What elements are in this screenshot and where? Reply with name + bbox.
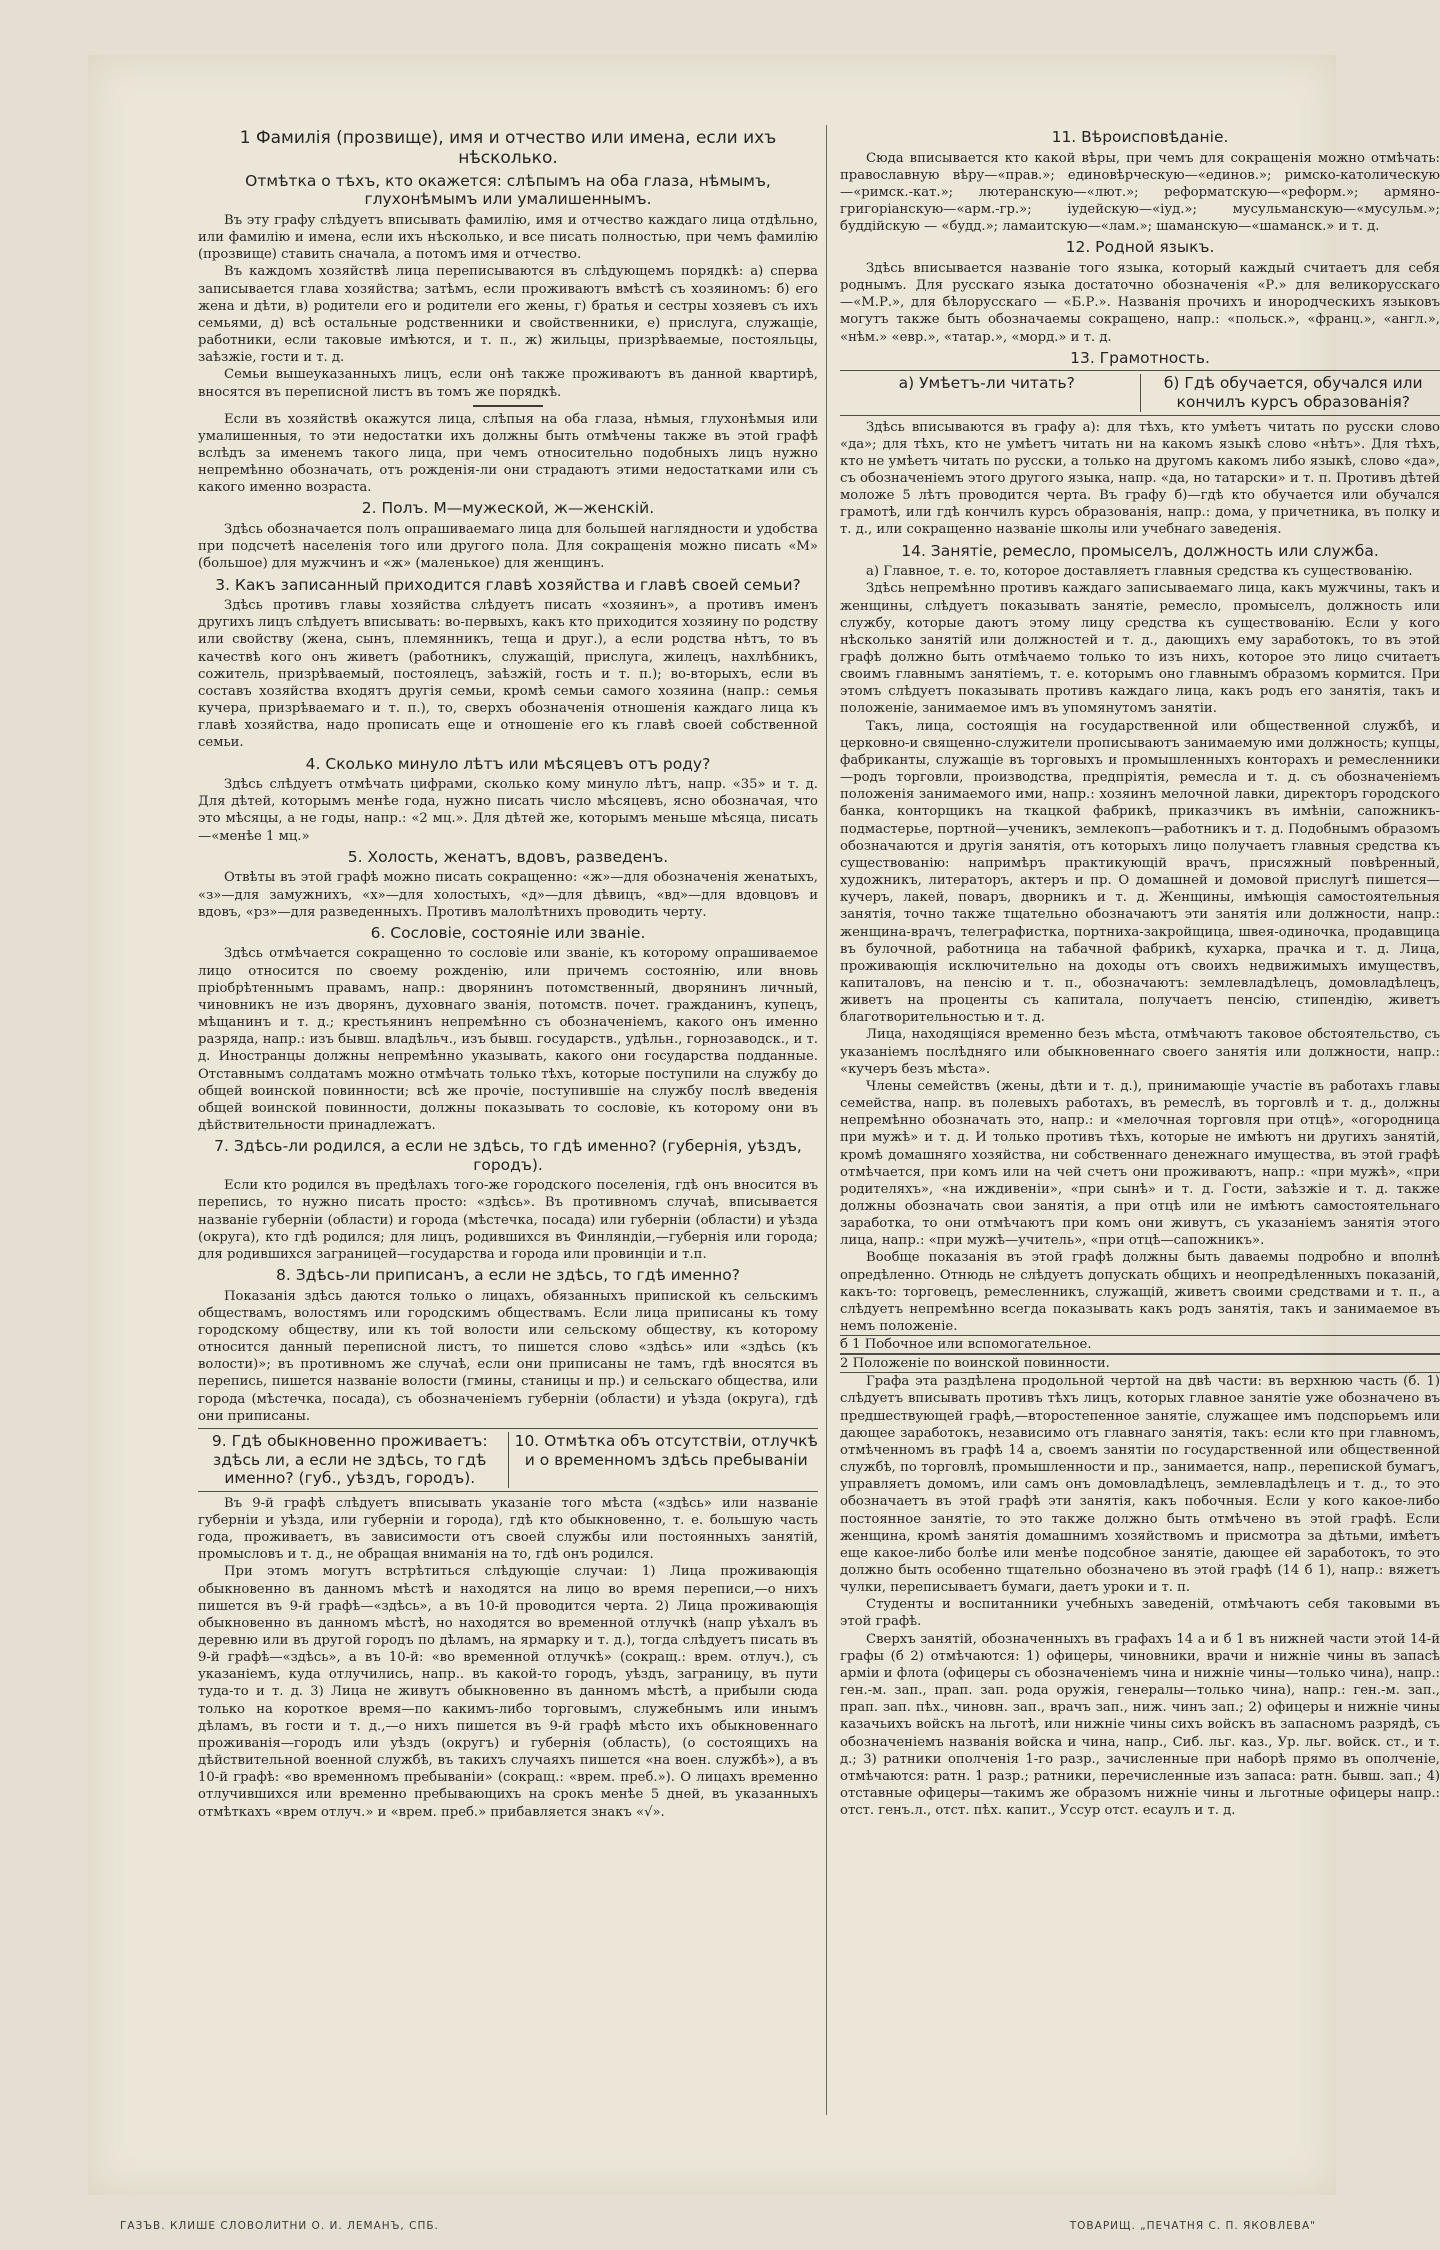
left-column	[198, 125, 818, 2145]
paragraph: Въ 9-й графѣ слѣдуетъ вписывать указаніе того мѣста («здѣсь» или названіе губерніи и уѣзда, или губерніи и города), гдѣ кто обыкновенно, т. е. большую часть года, проживаетъ, въ зависимости отъ своей службы или постоянныхъ занятій, промысловъ и т. д., не обращая вниманія на то, гдѣ онъ родился.	[198, 1495, 818, 1563]
paragraph: Отвѣты въ этой графѣ можно писать сокращенно: «ж»—для обозначенія женатыхъ, «з»—для замужнихъ, «х»—для холостыхъ, «д»—для дѣвицъ, «вд»—для вдовцовъ и вдовъ, «рз»—для разведенныхъ. Противъ малолѣтнихъ проводить черту.	[198, 870, 818, 920]
paragraph: Здѣсь вписываются въ графу а): для тѣхъ, кто умѣетъ читать по русски слово «да»; для тѣхъ, кто не умѣетъ читать ни на какомъ языкѣ слово «нѣтъ». Для тѣхъ, кто не умѣетъ читать по русски, а только на другомъ какомъ либо языкѣ, слово «да», съ обозначеніемъ этого другого языка, напр. «да, но татарски» и т. п. Противъ дѣтей моложе 5 лѣтъ проводится черта. Въ графу б)—гдѣ кто обучается или обучался грамотѣ, или гдѣ кончилъ курсъ образованія, напр.: дома, у причетника, въ полку и т. д., или сокращенно названіе школы или учебнаго заведенія.	[840, 419, 1440, 538]
section-8-heading: 8. Здѣсь-ли приписанъ, а если не здѣсь, то гдѣ именно?	[276, 1266, 740, 1285]
paragraph: Вообще показанія въ этой графѣ должны быть даваемы подробно и вполнѣ опредѣленно. Отнюдь не слѣдуетъ допускать общихъ и неопредѣленныхъ показаній, какъ-то: торговецъ, ремесленникъ, служащій, живетъ своими средствами и т. п., а слѣдуетъ непремѣнно всегда показывать какъ родъ занятія, такъ и занимаемое въ немъ положеніе.	[840, 1250, 1440, 1335]
section-2-heading: 2. Полъ. М—мужеской, ж—женскій.	[361, 499, 655, 518]
paragraph: Здѣсь противъ главы хозяйства слѣдуетъ писать «хозяинъ», а противъ именъ другихъ лицъ слѣдуетъ вписывать: во-первыхъ, какъ кто приходится хозяину по родству или свойству (жена, сынъ, племянникъ, теща и друг.), а если родства нѣтъ, то въ качествѣ кого онъ живетъ (работникъ, служащій, прислуга, жилецъ, нахлѣбникъ, сожитель, призрѣваемый, постоялецъ, заѣзжій, гость и т. п.); во-вторыхъ, если въ составъ хозяйства входятъ другія семьи, кромѣ семьи самого хозяина (напр.: семья кучера, призрѣваемаго и т. п.), то, сверхъ обозначенія отношенія каждаго лица къ главѣ хозяйства, надо прописать еще и отношеніе его къ главѣ своей собственной семьи.	[198, 598, 818, 751]
section-9-10-header	[198, 1428, 818, 1492]
section-13-heading: 13. Грамотность.	[1070, 348, 1210, 367]
paragraph: Если кто родился въ предѣлахъ того-же городского поселенія, гдѣ онъ вносится въ перепись, то нужно писать просто: «здѣсь». Въ противномъ случаѣ, вписывается названіе губерніи (области) и города (мѣстечка, посада) или губерніи (области) и уѣзда (округа), кто гдѣ родился; для лицъ, родившихся въ Финляндіи,—губернія или города; для родившихся заграницей—государства и города или провинціи и т.п.	[198, 1178, 818, 1262]
section-12-heading: 12. Родной языкъ.	[1065, 238, 1215, 257]
section-6-heading: 6. Сословіе, состояніе или званіе.	[370, 923, 646, 942]
paragraph: Въ эту графу слѣдуетъ вписывать фамилію, имя и отчество каждаго лица отдѣльно, или фамилію и имена, если ихъ нѣсколько, и все писать полностью, при чемъ фамилію (прозвище) ставить сначала, а потомъ имя и отчество.	[198, 212, 818, 263]
paragraph: Если въ хозяйствѣ окажутся лица, слѣпыя на оба глаза, нѣмыя, глухонѣмыя или умалишенныя, то эти недостатки ихъ должны быть отмѣчены также въ этой графѣ вслѣдъ за именемъ такого лица, при чемъ относительно подобныхъ лицъ нужно непремѣнно обозначать, отъ рожденія-ли они страдаютъ этими недостатками или съ какого именно возраста.	[198, 411, 818, 496]
paragraph: Показанія здѣсь даются только о лицахъ, обязанныхъ припиской къ сельскимъ обществамъ, волостямъ или городскимъ обществамъ. Если лица приписаны къ тому городскому обществу, или къ той волости или сельскому обществу, къ которому относится данный переписной листъ, то пишется слово «здѣсь» или «здѣсь (къ волости)»; въ противномъ же случаѣ, если они приписаны не тамъ, гдѣ вносятся въ перепись, пишется названіе волости (гмины, станицы и пр.) и сельскаго общества, или города (мѣстечка, посада), съ обозначеніемъ губерніи (области) и уѣзда (округа), гдѣ они приписаны.	[198, 1288, 818, 1424]
paragraph: Здѣсь непремѣнно противъ каждаго записываемаго лица, какъ мужчины, такъ и женщины, слѣдуетъ показывать занятіе, ремесло, промыселъ, должность или службу, которые даютъ этому лицу средства къ существованію. Если у кого нѣсколько занятій или должностей и т. д., дающихъ ему заработокъ, то въ этой графѣ должно быть отмѣчаемо только то изъ нихъ, которое это лицо считаетъ своимъ главнымъ занятіемъ, т. е. которымъ оно главнымъ образомъ кормится. При этомъ слѣдуетъ показывать противъ каждаго лица, какъ родъ его занятія, такъ и положеніе, занимаемое имъ въ упомянутомъ занятіи.	[840, 581, 1440, 717]
section-13-subheader	[840, 370, 1440, 415]
section-10-heading: 10. Отмѣтка объ отсутствіи, отлучкѣ и о временномъ здѣсь пребываніи	[514, 1431, 818, 1469]
census-instruction-sheet	[88, 55, 1440, 2195]
paragraph: Лица, находящіяся временно безъ мѣста, отмѣчаютъ таковое обстоятельство, съ указаніемъ послѣдняго или обыкновеннаго своего занятія или должности, напр.: «кучеръ безъ мѣста».	[840, 1027, 1440, 1077]
paragraph: Графа эта раздѣлена продольной чертой на двѣ части: въ верхнюю часть (б. 1) слѣдуетъ вписывать противъ тѣхъ лицъ, которых главное занятіе уже обозначено въ предшествующей графѣ,—второстепенное занятіе, служащее имъ подспорьемъ или дающее заработокъ, независимо отъ главнаго занятія, такъ: если кто при главномъ, отмѣченномъ въ графѣ 14 а, своемъ занятіи по государственной или общественной службѣ, по торговлѣ, промышленности и пр., занимается, напр., перепиской бумагъ, управляетъ домомъ, или самъ онъ домовладѣлецъ, землевладѣлецъ и т. д., то это обозначаетъ въ этой графѣ эти занятія, какъ побочныя. Если у кого какое-либо постоянное занятіе, то это также должно быть отмѣчено въ этой графѣ. Если женщина, кромѣ занятія домашнимъ хозяйствомъ и присмотра за дѣтьми, имѣетъ еще какое-либо болѣе или менѣе подсобное занятіе, дающее ей заработокъ, то это должно быть особенно тщательно обозначено въ этой графѣ (14 б 1), напр.: вяжетъ чулки, переписываетъ бумаги, даетъ уроки и т. п.	[840, 1374, 1440, 1596]
section-14-heading: 14. Занятіе, ремесло, промыселъ, должность или служба.	[901, 541, 1379, 560]
section-5-heading: 5. Холость, женатъ, вдовъ, разведенъ.	[347, 847, 669, 866]
paragraph: а) Главное, т. е. то, которое доставляетъ главныя средства къ существованію.	[866, 564, 1413, 580]
paragraph: Такъ, лица, состоящія на государственной или общественной службѣ, и церковно-и священно-служители прописываютъ занимаемую ими должность; купцы, фабриканты, служащіе въ торговыхъ и промышленныхъ конторахъ и ремесленники—родъ торговли, производства, предпріятія, ремесла и т. д. съ обозначеніемъ положенія занимаемого ими, напр.: хозяинъ мелочной лавки, директоръ городского банка, конторщикъ на ткацкой фабрикѣ, приказчикъ въ имѣніи, сапожникъ-подмастерье, портной—ученикъ, землекопъ—работникъ и т. д. Подобнымъ образомъ обозначаются и другія занятія, отъ которыхъ лицо получаетъ главныя средства къ существованію: напримѣръ практикующій врачъ, присяжный повѣренный, художникъ, литераторъ, актеръ и пр. О домашней и домовой прислугѣ пишется—кучеръ, лакей, поваръ, дворникъ и т. д. Женщины, имѣющія самостоятельныя занятія, точно также тщательно обозначаютъ эти занятія или должности, напр.: женщина-врачъ, телеграфистка, портниха-закройщица, швея-одиночка, продавщица въ булочной, работница на табачной фабрикѣ, кухарка, прачка и т. д. Лица, проживающія исключительно на доходы отъ своихъ недвижимыхъ имуществъ, капиталовъ, на пенсію и т. п., обозначаютъ: землевладѣлецъ, домовладѣлецъ, живетъ на проценты съ капитала, получаетъ пенсію, стипендію, живетъ благотворительностью и т. д.	[840, 718, 1440, 1026]
section-14b2-label: 2 Положеніе по воинской повинности.	[840, 1354, 1440, 1373]
paragraph: Сюда вписывается кто какой вѣры, при чемъ для сокращенія можно отмѣчать: православную вѣру—«прав.»; единовѣрческую—«единов.»; римско-католическую—«римск.-кат.»; лютеранскую—«лют.»; реформатскую—«реформ.»; армяно-григоріанскую—«арм.-гр.»; іудейскую—«іуд.»; мусульманскую—«мусульм.»; буддійскую — «будд.»; ламаитскую—«лам.»; шаманскую—«шаманск.» и т. д.	[840, 150, 1440, 235]
section-14b1-label: б 1 Побочное или вспомогательное.	[840, 1335, 1440, 1354]
paragraph: Члены семействъ (жены, дѣти и т. д.), принимающіе участіе въ работахъ главы семейства, напр. въ полевыхъ работахъ, въ ремеслѣ, въ торговлѣ и т. д., должны непремѣнно обозначать это, напр.: и «мелочная торговля при отцѣ», «огородница при мужѣ» и т. д. И только противъ тѣхъ, которые не имѣютъ ни другихъ занятій, кромѣ домашняго хозяйства, ни собственнаго денежнаго имущества, въ этой графѣ отмѣчается, при комъ или на чей счетъ они проживаютъ, напр.: «при мужѣ», «при родителяхъ», «на иждивеніи», «при сынѣ» и т. д. Гости, заѣзжіе и т. д. также должны обозначать свои занятія, а при отцѣ или не имѣютъ самостоятельнаго заработка, то они отмѣчаютъ при комъ они живутъ, съ указаніемъ занятія этого лица, напр.: «при мужѣ—учитель», «при отцѣ—сапожникъ».	[840, 1078, 1440, 1249]
section-1-subheading: Отмѣтка о тѣхъ, кто окажется: слѣпымъ на оба глаза, нѣмымъ, глухонѣмымъ или умалишеннымъ.	[245, 171, 771, 209]
section-7-heading: 7. Здѣсь-ли родился, а если не здѣсь, то гдѣ именно? (губернія, уѣздъ, городъ).	[214, 1137, 802, 1174]
paragraph: Въ каждомъ хозяйствѣ лица переписываются въ слѣдующемъ порядкѣ: а) сперва записывается глава хозяйства; затѣмъ, если проживаютъ вмѣстѣ съ хозяиномъ: б) его жена и дѣти, в) родители его и родители его жены, г) братья и сестры хозяевъ съ ихъ семьями, д) всѣ остальные родственники и свойственники, е) прислуга, служащіе, работники, если таковые имѣются, и т. п., ж) жильцы, призрѣваемые, постояльцы, заѣзжіе, гости и т. д.	[198, 264, 818, 366]
section-9-heading: 9. Гдѣ обыкновенно проживаетъ: здѣсь ли, а если не здѣсь, то гдѣ именно? (губ., уѣздъ, городъ).	[198, 1432, 509, 1488]
section-4-heading: 4. Сколько минуло лѣтъ или мѣсяцевъ отъ роду?	[305, 754, 711, 773]
column-divider	[826, 125, 827, 2115]
paragraph: Здѣсь обозначается полъ опрашиваемаго лица для большей наглядности и удобства при подсчетѣ населенія того или другого пола. Для сокращенія можно писать «М» (большое) для мужчинъ и «ж» (маленькое) для женщинъ.	[198, 522, 818, 572]
section-11-heading: 11. Вѣроисповѣданіе.	[1051, 128, 1229, 146]
section-13a-heading: а) Умѣетъ-ли читать?	[840, 374, 1141, 411]
section-1-heading: 1 Фамилія (прозвище), имя и отчество или имена, если ихъ нѣсколько.	[239, 128, 777, 169]
section-3-heading: 3. Какъ записанный приходится главѣ хозяйства и главѣ своей семьи?	[215, 575, 801, 594]
printer-credit-left: ГАЗЪВ. КЛИШЕ СЛОВОЛИТНИ О. И. ЛЕМАНЪ, СПБ.	[120, 2220, 439, 2232]
paragraph: Здѣсь отмѣчается сокращенно то сословіе или званіе, къ которому опрашиваемое лицо относится по своему рожденію, или причемъ состоянію, или вновь пріобрѣтеннымъ правамъ, напр.: дворянинъ потомственный, дворянинъ личный, чиновникъ не изъ дворянъ, духовнаго званія, потомств. почет. гражданинъ, купецъ, мѣщанинъ и т. д.; крестьянинъ непремѣнно съ обозначеніемъ, какого онъ именно разряда, напр.: изъ бывш. владѣльч., изъ бывш. государств., удѣльн., горнозаводск., и т. д. Иностранцы должны непремѣнно указывать, какого они государства подданные. Отставнымъ солдатамъ можно отмѣчать только тѣхъ, которые поступили на службу до общей воинской повинности; всѣ же прочіе, поступившіе на службу послѣ введенія общей воинской повинности, должны показывать то сословіе, къ которому они въ дѣйствительности принадлежатъ.	[198, 946, 818, 1133]
paragraph: Сверхъ занятій, обозначенныхъ въ графахъ 14 а и б 1 въ нижней части этой 14-й графы (б 2) отмѣчаются: 1) офицеры, чиновники, врачи и нижніе чины въ запасѣ арміи и флота (офицеры съ обозначеніемъ чина и нижніе чины—только чина), напр.: ген.-м. зап., прап. зап. рода оружія, генералы—только чина), напр.: ген.-м. зап., прап. зап. пѣх., чиновн. зап., врачъ зап., ниж. чинъ зап.; 2) офицеры и нижніе чины казачьихъ войскъ на льготѣ, или нижніе чины сихъ войскъ въ запасномъ разрядѣ, съ обозначеніемъ названія войска и чина, напр., Сиб. льг. каз., Ур. льг. войск. ст., и т. д.; 3) ратники ополченія 1-го разр., зачисленные при наборѣ прямо въ ополченіе, отмѣчаются: ратн. 1 разр.; ратники, перечисленные изъ запаса: ратн. бывш. зап.; 4) отставные офицеры—такимъ же образомъ нижніе чины и льготные офицеры напр.: отст. генъ.л., отст. пѣх. капит., Уссур отст. есаулъ и т. д.	[840, 1631, 1440, 1819]
paragraph: Студенты и воспитанники учебныхъ заведеній, отмѣчаютъ себя таковыми въ этой графѣ.	[840, 1597, 1440, 1630]
paragraph: При этомъ могутъ встрѣтиться слѣдующіе случаи: 1) Лица проживающія обыкновенно въ данномъ мѣстѣ и находятся на лицо во время переписи,—о нихъ пишется въ 9-й графѣ—«здѣсь», а въ 10-й проводится черта. 2) Лица проживающія обыкновенно въ данномъ мѣстѣ, но находятся во временной отлучкѣ (напр уѣхалъ въ деревню или въ другой городъ по дѣламъ, на ярмарку и т. д.), тогда слѣдуетъ писать въ 9-й графѣ—«здѣсь», а въ 10-й: «во временной отлучкѣ» (сокращ.: врем. отлуч.), съ указаніемъ, куда отлучились, напр.. въ какой-то городъ, уѣздъ, заграницу, въ пути туда-то и т. д. 3) Лица не живутъ обыкновенно въ данномъ мѣстѣ, а прибыли сюда только на короткое время—по какимъ-либо торговымъ, служебнымъ или инымъ дѣламъ, въ гости и т. д.,—о нихъ пишется въ 9-й графѣ мѣсто ихъ обыкновеннаго проживанія—городъ или уѣздъ (округъ) и губернія (область), (о состоящихъ на дѣйствительной военной службѣ, въ такихъ случаяхъ пишется «на воен. службѣ»), а въ 10-й графѣ: «во временномъ пребываніи» (сокращ.: «врем. преб.»). О лицахъ временно отлучившихся или временно пребывающихъ на срокъ менѣе 5 дней, въ указанныхъ отмѣткахъ «врем отлуч.» и «врем. преб.» прибавляется знакъ «√».	[198, 1564, 818, 1820]
right-column	[840, 125, 1440, 2145]
section-13b-heading: б) Гдѣ обучается, обучался или кончилъ курсъ образованія?	[1163, 374, 1423, 411]
printer-credit-right: ТОВАРИЩ. „ПЕЧАТНЯ С. П. ЯКОВЛЕВА"	[1069, 2220, 1316, 2232]
paragraph: Здѣсь вписывается названіе того языка, который каждый считаетъ для себя роднымъ. Для русскаго языка достаточно обозначенія «Р.» для великорусскаго—«М.Р.», для бѣлорусскаго — «Б.Р.». Названія прочихъ и инородческихъ языковъ могутъ также быть обозначаемы сокращено, напр.: «польск.», «франц.», «англ.», «нѣм.» «евр.», «татар.», «морд.» и т. д.	[840, 260, 1440, 345]
paragraph: Семьи вышеуказанныхъ лицъ, если онѣ также проживаютъ въ данной квартирѣ, вносятся въ переписной листъ въ томъ же порядкѣ.	[198, 367, 818, 400]
paragraph: Здѣсь слѣдуетъ отмѣчать цифрами, сколько кому минуло лѣтъ, напр. «35» и т. д. Для дѣтей, которымъ менѣе года, нужно писать число мѣсяцевъ, ясно обозначая, что это мѣсяцы, а не годы, напр.: «2 мц.». Для дѣтей же, которымъ меньше мѣсяца, писать—«менѣе 1 мц.»	[198, 777, 818, 844]
divider-rule	[473, 405, 543, 407]
